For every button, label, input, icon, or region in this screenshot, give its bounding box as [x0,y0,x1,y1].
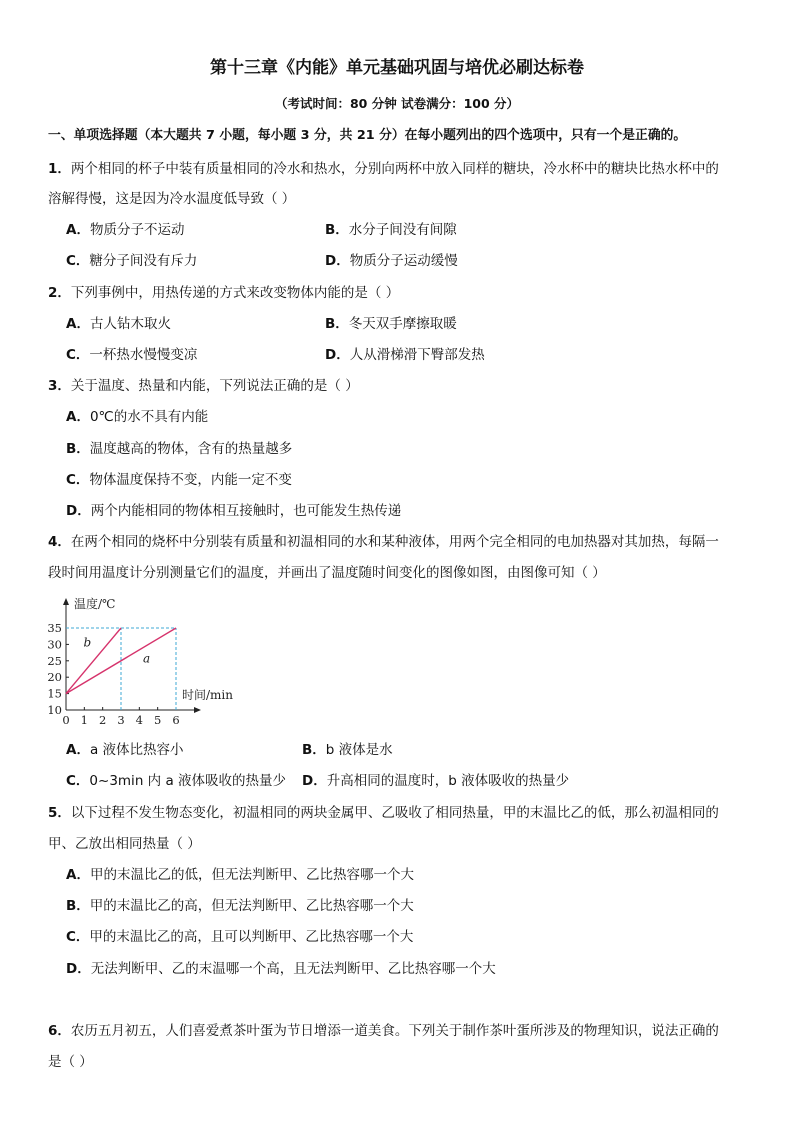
x-tick-label: 0 [62,713,70,726]
q5-option-d[interactable]: D．无法判断甲、乙的末温哪一个高，且无法判断甲、乙比热容哪一个大 [66,961,496,977]
q3-option-c[interactable]: C．物体温度保持不变，内能一定不变 [66,472,292,488]
q4-option-c[interactable]: C．0~3min 内 a 液体吸收的热量少 [66,773,287,789]
x-tick-label: 2 [99,713,107,726]
x-tick-label: 5 [154,713,162,726]
q5-option-c[interactable]: C．甲的末温比乙的高，且可以判断甲、乙比热容哪一个大 [66,929,414,945]
q4-option-b[interactable]: B．b 液体是水 [302,742,393,758]
series-line-b [66,628,121,694]
x-tick-label: 4 [135,713,143,726]
question-1-line-1: 1．两个相同的杯子中装有质量相同的冷水和热水，分别向两杯中放入同样的糖块，冷水杯中的糖块比热水杯中的 [48,161,719,177]
question-6-line-1: 6．农历五月初五，人们喜爱煮茶叶蛋为节日增添一道美食。下列关于制作茶叶蛋所涉及的物理知识，说法正确的 [48,1023,719,1039]
q1-option-a[interactable]: A．物质分子不运动 [66,222,185,238]
x-tick-label: 1 [80,713,88,726]
question-6-line-2: 是（ ） [48,1054,93,1070]
question-5-line-1: 5．以下过程不发生物态变化，初温相同的两块金属甲、乙吸收了相同热量，甲的末温比乙的低，那么初温相同的 [48,805,719,821]
question-4-line-1: 4．在两个相同的烧杯中分别装有质量和初温相同的水和某种液体，用两个完全相同的电加热器对其加热，每隔一 [48,534,719,550]
y-axis-arrow [63,598,69,605]
q4-option-d[interactable]: D．升高相同的温度时，b 液体吸收的热量少 [302,773,570,789]
x-tick-label: 3 [117,713,125,726]
y-tick-label: 10 [47,703,62,717]
page-title: 第十三章《内能》单元基础巩固与培优必刷达标卷 [210,58,584,78]
temperature-time-chart [40,592,260,726]
q2-option-a[interactable]: A．古人钻木取火 [66,316,171,332]
series-label-a: a [143,651,151,666]
q2-option-b[interactable]: B．冬天双手摩擦取暖 [325,316,457,332]
q2-option-d[interactable]: D．人从滑梯滑下臀部发热 [325,347,485,363]
question-3-line-1: 3．关于温度、热量和内能，下列说法正确的是（ ） [48,378,359,394]
section-heading: 一、单项选择题（本大题共 7 小题，每小题 3 分，共 21 分）在每小题列出的四个选项中，只有一个是正确的。 [48,128,687,143]
y-tick-label: 15 [47,686,62,701]
question-2-line-1: 2．下列事例中，用热传递的方式来改变物体内能的是（ ） [48,285,400,301]
question-4-line-2: 段时间用温度计分别测量它们的温度，并画出了温度随时间变化的图像如图，由图像可知（ ） [48,565,606,581]
question-5-line-2: 甲、乙放出相同热量（ ） [48,836,201,852]
q3-option-d[interactable]: D．两个内能相同的物体相互接触时，也可能发生热传递 [66,503,402,519]
q5-option-b[interactable]: B．甲的末温比乙的高，但无法判断甲、乙比热容哪一个大 [66,898,414,914]
x-tick-label: 6 [172,713,180,726]
x-axis-label: 时间/min [182,688,233,702]
q2-option-c[interactable]: C．一杯热水慢慢变凉 [66,347,198,363]
y-tick-label: 20 [47,670,62,685]
x-axis-arrow [194,707,201,713]
y-tick-label: 25 [47,653,62,668]
y-axis-label: 温度/℃ [74,597,116,611]
q1-option-c[interactable]: C．糖分子间没有斥力 [66,253,198,269]
exam-info: （考试时间：80 分钟 试卷满分：100 分） [274,96,520,111]
q1-option-d[interactable]: D．物质分子运动缓慢 [325,253,458,269]
y-tick-label: 35 [47,621,62,635]
q3-option-b[interactable]: B．温度越高的物体，含有的热量越多 [66,441,293,457]
q3-option-a[interactable]: A．0℃的水不具有内能 [66,409,209,425]
y-tick-label: 30 [47,637,62,652]
q1-option-b[interactable]: B．水分子间没有间隙 [325,222,457,238]
q4-option-a[interactable]: A．a 液体比热容小 [66,742,184,758]
question-1-line-2: 溶解得慢，这是因为冷水温度低导致（ ） [48,191,296,207]
q5-option-a[interactable]: A．甲的末温比乙的低，但无法判断甲、乙比热容哪一个大 [66,867,414,883]
series-label-b: b [83,635,92,650]
